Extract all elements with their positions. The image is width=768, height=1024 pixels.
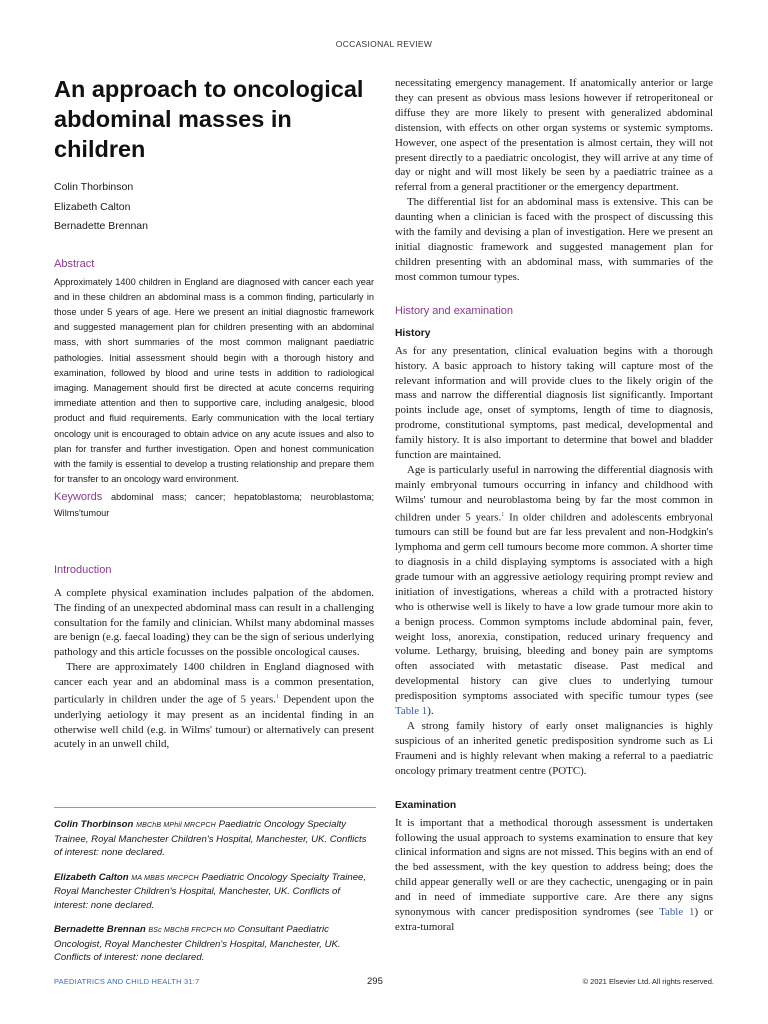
affiliation-text: Consultant Paediatric Oncologist, Royal Manchester Children's Hospital, Manchester, UK. Conflicts of interest: none declared. [54,924,341,963]
article-title: An approach to oncological abdominal masses in children [54,76,364,162]
table-1-link[interactable]: Table 1 [395,705,428,718]
affiliation-name: Elizabeth Calton [54,871,129,883]
copyright-notice: © 2021 Elsevier Ltd. All rights reserved. [582,977,714,986]
affiliation-item [54,923,376,965]
history-p2-text-cont: In older children and adolescents embryonal tumours can still be found but are far less prevalent and non-Hodgkin's lymphoma and germ cell tumours become more common. A shorter time to diagnosis in a child displaying symptoms is associated with a high grade tumour with an aggressive aetiology requiring prompt review and initiation of investigations, whereas a child with a protracted history who is otherwise well is likely to have a low grade tumour more akin to a benign process. Common symptoms include abdominal pain, fever, weight loss, anorexia, constipation, reduced urinary frequency and volume. Lethargy, bruising, bleeding and boney pain are symptoms often associated with metastatic disease. Past medical and developmental history can give clues to underlying tumour predisposition symptoms associated with specific tumour types (see [395,511,714,703]
history-paragraph-3: A strong family history of early onset malignancies is highly suspicious of an inherited genetic predisposition syndrome such as Li Fraumeni and is highly relevant when making a referral to a paediatric oncology primary treatment centre (POTC). [395,719,713,777]
differential-paragraph: The differential list for an abdominal mass is extensive. This can be daunting when a clinician is faced with the prospect of discussing this with the family and devising a plan of investigation. Here we present an initial diagnostic framework and suggested management plan for children presenting with an abdominal mass, with summaries of the most common tumour types. [395,196,713,283]
history-p2-text-end: ). [427,705,434,718]
abstract-text: Approximately 1400 children in England are diagnosed with cancer each year and in these children an abdominal mass is a common finding, particularly in those under 5 years of age. Here we present an initial diagnostic framework and suggested management plan for children presenting with an abdominal mass, with short summaries of the most common malignant paediatric pathologies. Initial assessment should begin with a thorough history and examination, followed by blood and urine tests in addition to radiological imaging. Management should first be directed at acute concerns requiring immediate attention and then to supportive care, including analgesic, blood product and fluid requirements. Early communication with the local tertiary oncology unit is encouraged to obtain advice on any acute issues and also to plan for transfer and further investigation. Open and honest communication with the family is essential to develop a trusting relationship and prepare them for transfer to an oncology ward environment. [54,276,374,485]
history-examination-heading: History and examination [395,304,514,317]
exam-p1-text-end: ) or extra-tumoral [395,906,714,933]
continued-paragraph: necessitating emergency management. If anatomically anterior or large they can present as obvious mass lesions however if retroperitoneal or diffuse they are more likely to present with generalized abdominal distension, with effects on other organ systems or systemic symptoms. However, one aspect of the presentation is almost certain, they will not present directly to a paediatric oncologist, they will arrive at any time of day or night and will most likely be seen by a paediatric trainee as a referral from a general practitioner or the emergency department. [395,77,713,194]
affiliation-item [54,818,376,860]
author-name: Colin Thorbinson [54,181,134,193]
running-header: OCCASIONAL REVIEW [335,39,433,49]
affiliation-degrees: MBChB MPhil MRCPCH [136,822,216,829]
exam-p1-text: It is important that a methodical thorough assessment is undertaken following the usual approach to systems examination to ensure that key clinical information and signs are not missed. This begins with an end of the bed assessment, with the key question to address being; does the child appear generally well or are they cachectic, unengaging or in pain and in need of immediate supportive care. Are there any signs synonymous with cancer predisposition syndromes (see [395,816,713,919]
affiliation-text: Paediatric Oncology Specialty Trainee, Royal Manchester Children's Hospital, Manchester, UK. Conflicts of interest: none declared. [54,871,367,911]
affiliation-degrees: MA MBBS MRCPCH [131,874,199,882]
affiliation-name: Bernadette Brennan [54,924,146,935]
intro-paragraph-1: A complete physical examination includes palpation of the abdomen. The finding of an unexpected abdominal mass can result in a challenging consultation for the family and clinician. Whilst many abdominal masses are benign (e.g. faecal loading) they can be the sign of serious underlying pathology and this article focusses on the possible oncological causes. [54,586,374,659]
examination-heading: Examination [395,799,457,811]
introduction-heading: Introduction [54,563,112,576]
keywords-line [54,490,374,520]
author-list [54,178,374,237]
journal-citation[interactable]: PAEDIATRICS AND CHILD HEALTH 31:7 [54,977,200,986]
author-name: Bernadette Brennan [54,220,148,232]
author-name: Elizabeth Calton [54,200,131,213]
affiliation-text: Paediatric Oncology Specialty Trainee, Royal Manchester Children's Hospital, Manchester, UK. Conflicts of interest: none declared. [54,819,367,858]
history-p2-text: Age is particularly useful in narrowing the differential diagnosis with mainly embryonal tumours occurring in infancy and childhood with Wilms' tumour and neuroblastoma being by far the most common in children under 5 years. [395,463,713,524]
intro-paragraph-2 [54,660,374,752]
abstract-heading: Abstract [54,257,95,270]
citation-ref[interactable]: 1 [501,511,505,518]
examination-paragraph [395,816,713,935]
page-footer [54,977,714,989]
table-1-link[interactable]: Table 1 [659,906,695,919]
right-column [395,76,713,935]
keywords-text: abdominal mass; cancer; hepatoblastoma; neuroblastoma; Wilms'tumour [54,492,374,518]
page-number: 295 [367,976,383,987]
citation-ref[interactable]: 1 [275,694,279,701]
affiliation-item [54,871,376,913]
history-paragraph-2 [395,463,713,719]
affiliation-name: Colin Thorbinson [54,819,134,830]
left-column [54,74,374,752]
keywords-label: Keywords [54,491,103,504]
author-affiliations [54,807,376,976]
intro-p2-text-cont: Dependent upon the underlying aetiology it may present as an incidental finding in an otherwise well child (e.g. in Wilms' tumour) or alternatively can present acutely in an unwell child, [54,693,375,751]
history-heading: History [395,327,431,339]
affiliation-degrees: BSc MBChB FRCPCH MD [148,927,236,934]
history-paragraph-1: As for any presentation, clinical evaluation begins with a thorough history. A basic approach to history taking will capture most of the relevant information and will provide clues to the likely origin of the mass and narrow the differential diagnosis list significantly. Important points include age, onset of symptoms, length of time to diagnosis, prodrome, constitutional symptoms, past medical, developmental and family history. It is also important to determine that bowel and bladder function are maintained. [395,344,713,462]
intro-p2-text: There are approximately 1400 children in England diagnosed with cancer each year and an abdominal mass is a common presentation, particularly in children under the age of 5 years. [54,661,374,706]
